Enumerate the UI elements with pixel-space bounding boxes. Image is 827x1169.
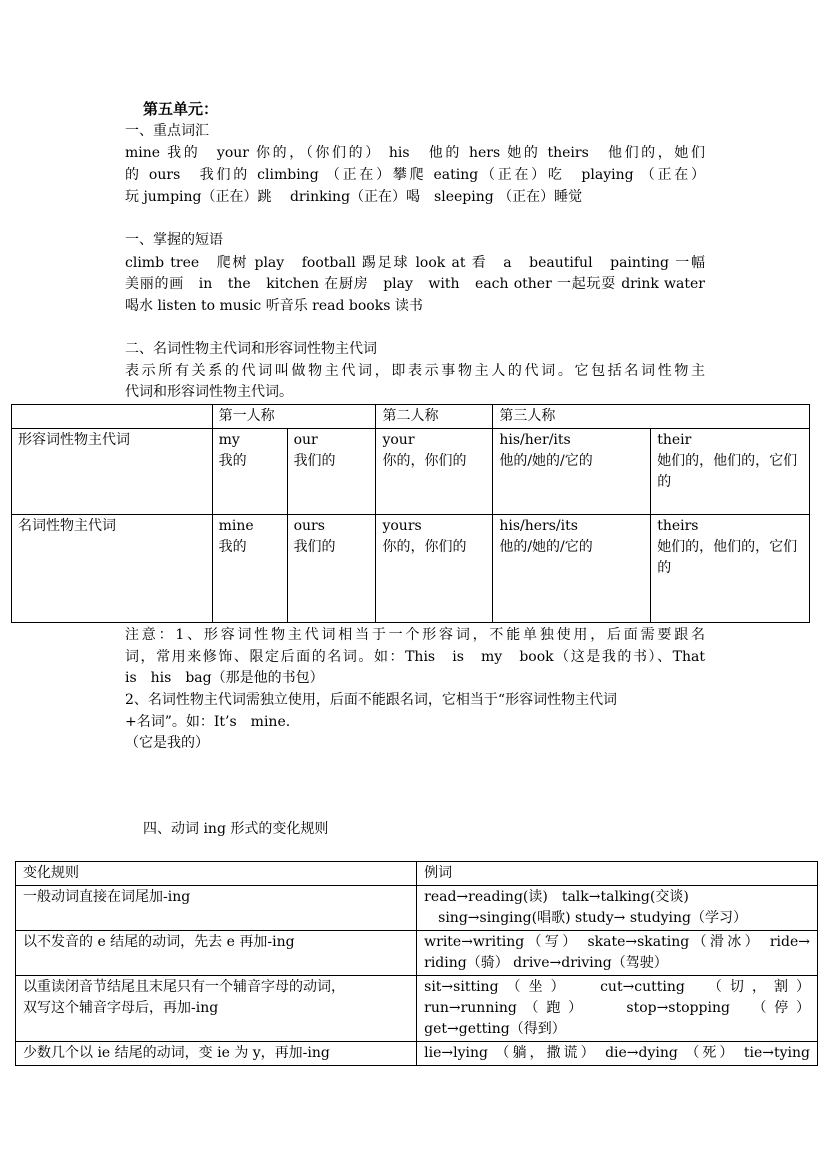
cell-en: his/her/its <box>499 432 571 448</box>
cell-zh: 我们的 <box>293 539 336 555</box>
table-cell <box>376 429 493 515</box>
cell-zh: 你的，你们的 <box>382 539 467 555</box>
example-text: lie→lying （躺，撒谎） die→dying （死） tie→tying <box>424 1045 810 1061</box>
cell-zh: 我的 <box>218 453 247 469</box>
section3-heading: 二、名词性物主代词和形容词性物主代词 <box>125 341 377 357</box>
rule-text: 以重读闭音节结尾且末尾只有一个辅音字母的动词， <box>23 979 345 995</box>
cell-zh: 我们的 <box>293 453 336 469</box>
cell-en: mine <box>218 518 254 534</box>
table-header-cell <box>12 405 213 429</box>
table-header-cell: 第三人称 <box>493 405 810 429</box>
cell-en: yours <box>382 518 422 534</box>
table-cell <box>493 429 651 515</box>
example-cell <box>417 976 818 1042</box>
example-text: sing→singing(唱歌) study→ studying（学习） <box>424 910 748 926</box>
row-label: 名词性物主代词 <box>12 515 213 623</box>
table-row <box>12 429 810 515</box>
cell-en: theirs <box>657 518 699 534</box>
cell-en: their <box>657 432 692 448</box>
note-line-6: （它是我的） <box>125 735 209 751</box>
table-cell <box>212 515 287 623</box>
cell-zh: 她们的，他们的，它们的 <box>657 539 798 576</box>
cell-zh: 她们的，他们的，它们的 <box>657 453 798 490</box>
table-row <box>16 886 818 931</box>
table-cell <box>493 515 651 623</box>
example-cell <box>417 886 818 931</box>
cell-en: ours <box>293 518 325 534</box>
rule-text: 少数几个以 ie 结尾的动词，变 ie 为 y，再加-ing <box>23 1045 330 1061</box>
rule-text: 双写这个辅音字母后，再加-ing <box>23 1000 219 1016</box>
note-line-5: +名词”。如：It’s mine. <box>125 714 291 730</box>
table-cell <box>212 429 287 515</box>
section3-intro-1: 表示所有关系的代词叫做物主代词，即表示事物主人的代词。它包括名词性物主 <box>125 363 705 379</box>
example-text: sit→sitting（坐） cut→cutting （切，割） <box>424 979 810 995</box>
example-cell <box>417 931 818 976</box>
example-cell <box>417 1042 818 1066</box>
possessive-pronoun-table <box>11 404 810 623</box>
rule-cell <box>16 931 417 976</box>
cell-en: his/hers/its <box>499 518 578 534</box>
example-text: run→running（跑） stop→stopping （停） <box>424 1000 810 1016</box>
rule-text: 以不发音的 e 结尾的动词，先去 e 再加-ing <box>23 934 295 950</box>
section1-heading: 一、重点词汇 <box>125 123 209 139</box>
vocab-line-1: mine 我的 your 你的，（你们的） his 他的 hers 她的 theirs 他们的，她们 <box>125 145 705 161</box>
table-cell <box>287 429 376 515</box>
phrase-line-2: 美丽的画 in the kitchen 在厨房 play with each other 一起玩耍 drink water <box>125 276 705 292</box>
example-text: read→reading(读) talk→talking(交谈) <box>424 889 689 905</box>
cell-zh: 他的/她的/它的 <box>499 453 593 469</box>
phrase-line-3: 喝水 listen to music 听音乐 read books 读书 <box>125 298 423 314</box>
cell-zh: 你的，你们的 <box>382 453 467 469</box>
note-line-3: is his bag（那是他的书包） <box>125 670 324 686</box>
cell-zh: 他的/她的/它的 <box>499 539 593 555</box>
table-row <box>16 1042 818 1066</box>
rule-cell <box>16 1042 417 1066</box>
table-header-cell: 变化规则 <box>16 862 417 886</box>
vocab-line-2: 的 ours 我们的 climbing （正在）攀爬 eating（正在）吃 playing （正在） <box>125 167 705 183</box>
example-text: write→writing（写） skate→skating（滑冰） ride→ <box>424 934 810 950</box>
cell-en: my <box>218 432 240 448</box>
phrase-line-1: climb tree 爬树 play football 踢足球 look at 看 a beautiful painting 一幅 <box>125 255 705 271</box>
note-line-2: 词，常用来修饰、限定后面的名词。如：This is my book（这是我的书）、That <box>125 649 705 665</box>
example-text: riding（骑） drive→driving（驾驶） <box>424 955 668 971</box>
table-row <box>16 976 818 1042</box>
unit-title: 第五单元： <box>143 100 219 118</box>
note-line-1: 注意：1、形容词性物主代词相当于一个形容词，不能单独使用，后面需要跟名 <box>125 627 705 643</box>
table-cell <box>651 429 810 515</box>
rule-cell <box>16 976 417 1042</box>
table-header-cell: 例词 <box>417 862 818 886</box>
table-cell <box>287 515 376 623</box>
cell-zh: 我的 <box>218 539 247 555</box>
note-line-4: 2、名词性物主代词需独立使用，后面不能跟名词，它相当于“形容词性物主代词 <box>125 692 618 708</box>
row-label: 形容词性物主代词 <box>12 429 213 515</box>
cell-en: your <box>382 432 415 448</box>
table-row <box>12 515 810 623</box>
table-header-row <box>16 862 818 886</box>
table-cell <box>376 515 493 623</box>
table-header-cell: 第二人称 <box>376 405 493 429</box>
section3-intro-2: 代词和形容词性物主代词。 <box>125 384 293 400</box>
rule-cell <box>16 886 417 931</box>
section4-heading: 四、动词 ing 形式的变化规则 <box>143 821 329 837</box>
section2-heading: 一、掌握的短语 <box>125 232 223 248</box>
table-row <box>16 931 818 976</box>
vocab-line-3: 玩 jumping（正在）跳 drinking（正在）喝 sleeping （正在）睡觉 <box>125 189 583 205</box>
example-text: get→getting（得到） <box>424 1021 566 1037</box>
table-header-cell: 第一人称 <box>212 405 376 429</box>
table-cell <box>651 515 810 623</box>
table-header-row <box>12 405 810 429</box>
cell-en: our <box>293 432 318 448</box>
rule-text: 一般动词直接在词尾加-ing <box>23 889 191 905</box>
ing-rules-table <box>15 861 818 1066</box>
